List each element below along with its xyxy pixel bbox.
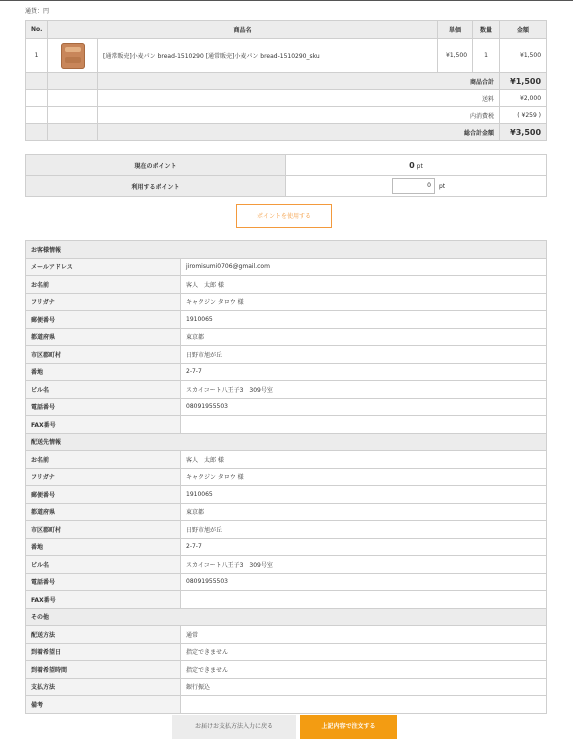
total-value: ¥3,500 xyxy=(500,124,547,141)
total-label: 総合計金額 xyxy=(98,124,500,141)
customer-field-value: スカイコート八王子3 309号室 xyxy=(181,381,547,399)
customer-row xyxy=(26,381,547,399)
col-price: 単価 xyxy=(438,21,473,39)
tax-label: 内消費税 xyxy=(98,107,500,124)
other-field-label: 支払方法 xyxy=(26,678,181,696)
customer-row xyxy=(26,398,547,416)
delivery-field-label: 市区郡町村 xyxy=(26,521,181,539)
other-field-value xyxy=(181,696,547,714)
other-field-value: 指定できません xyxy=(181,661,547,679)
delivery-field-label: FAX番号 xyxy=(26,591,181,609)
delivery-row xyxy=(26,503,547,521)
customer-row xyxy=(26,293,547,311)
current-points-unit: pt xyxy=(416,162,423,170)
item-name: [通常販売]小麦パン bread-1510290 [通常販売]小麦パン bread-1510290_sku xyxy=(98,39,438,73)
delivery-field-label: お名前 xyxy=(26,451,181,469)
bread-icon xyxy=(61,43,85,69)
customer-row xyxy=(26,258,547,276)
customer-row xyxy=(26,311,547,329)
other-section-row xyxy=(26,608,547,626)
order-info-table xyxy=(25,240,547,714)
customer-field-value: 2-7-7 xyxy=(181,363,547,381)
customer-field-value: 客人 太郎 様 xyxy=(181,276,547,294)
points-table xyxy=(25,154,547,197)
customer-field-value: jiromisumi0706@gmail.com xyxy=(181,258,547,276)
other-field-value: 通常 xyxy=(181,626,547,644)
customer-row xyxy=(26,276,547,294)
shipping-value: ¥2,000 xyxy=(500,90,547,107)
col-amount: 金額 xyxy=(500,21,547,39)
customer-field-value: 日野市旭が丘 xyxy=(181,346,547,364)
submit-order-button[interactable]: 上記内容で注文する xyxy=(300,715,397,739)
total-row xyxy=(26,124,547,141)
customer-field-value: キャクジン タロウ 様 xyxy=(181,293,547,311)
customer-row xyxy=(26,416,547,434)
use-points-input[interactable]: 0 xyxy=(392,178,435,194)
current-points-cell xyxy=(286,155,547,176)
item-amount: ¥1,500 xyxy=(500,39,547,73)
customer-field-value: 08091955503 xyxy=(181,398,547,416)
delivery-field-value: 日野市旭が丘 xyxy=(181,521,547,539)
customer-field-label: 市区郡町村 xyxy=(26,346,181,364)
order-header-row xyxy=(26,21,547,39)
customer-section-title: お客様情報 xyxy=(26,241,547,259)
other-row xyxy=(26,626,547,644)
customer-field-label: 郵便番号 xyxy=(26,311,181,329)
delivery-field-label: 都道府県 xyxy=(26,503,181,521)
col-no: No. xyxy=(26,21,48,39)
delivery-row xyxy=(26,521,547,539)
subtotal-value: ¥1,500 xyxy=(500,73,547,90)
delivery-row xyxy=(26,591,547,609)
col-name: 商品名 xyxy=(48,21,438,39)
delivery-field-label: 電話番号 xyxy=(26,573,181,591)
customer-field-label: フリガナ xyxy=(26,293,181,311)
other-row xyxy=(26,643,547,661)
currency-note: 通貨：円 xyxy=(25,8,50,15)
customer-field-label: お名前 xyxy=(26,276,181,294)
use-points-row xyxy=(26,176,547,197)
delivery-field-value: 1910065 xyxy=(181,486,547,504)
customer-section-row xyxy=(26,241,547,259)
delivery-field-value: スカイコート八王子3 309号室 xyxy=(181,556,547,574)
use-points-unit: pt xyxy=(439,182,446,190)
current-points-row xyxy=(26,155,547,176)
subtotal-label: 商品合計 xyxy=(98,73,500,90)
item-no: 1 xyxy=(26,39,48,73)
current-points-label: 現在のポイント xyxy=(26,155,286,176)
other-row xyxy=(26,661,547,679)
other-field-label: 備考 xyxy=(26,696,181,714)
subtotal-row xyxy=(26,73,547,90)
delivery-row xyxy=(26,486,547,504)
back-button[interactable]: お届けお支払方法入力に戻る xyxy=(172,715,296,739)
customer-field-label: 番地 xyxy=(26,363,181,381)
tax-row xyxy=(26,107,547,124)
delivery-row xyxy=(26,573,547,591)
delivery-row xyxy=(26,538,547,556)
item-qty: 1 xyxy=(473,39,500,73)
shipping-label: 送料 xyxy=(98,90,500,107)
tax-value: ( ¥259 ) xyxy=(500,107,547,124)
delivery-row xyxy=(26,556,547,574)
delivery-field-value: 08091955503 xyxy=(181,573,547,591)
delivery-field-label: ビル名 xyxy=(26,556,181,574)
delivery-row xyxy=(26,468,547,486)
delivery-field-value: 客人 太郎 様 xyxy=(181,451,547,469)
top-border xyxy=(0,0,573,1)
item-price: ¥1,500 xyxy=(438,39,473,73)
customer-field-label: 電話番号 xyxy=(26,398,181,416)
customer-row xyxy=(26,363,547,381)
shipping-row xyxy=(26,90,547,107)
order-item-row xyxy=(26,39,547,73)
delivery-row xyxy=(26,451,547,469)
delivery-section-row xyxy=(26,433,547,451)
delivery-field-label: フリガナ xyxy=(26,468,181,486)
customer-field-value xyxy=(181,416,547,434)
customer-field-value: 1910065 xyxy=(181,311,547,329)
delivery-field-label: 番地 xyxy=(26,538,181,556)
item-thumb-cell xyxy=(48,39,98,73)
other-field-label: 到着希望日 xyxy=(26,643,181,661)
customer-field-value: 東京都 xyxy=(181,328,547,346)
customer-field-label: メールアドレス xyxy=(26,258,181,276)
customer-field-label: ビル名 xyxy=(26,381,181,399)
customer-field-label: FAX番号 xyxy=(26,416,181,434)
delivery-field-value xyxy=(181,591,547,609)
use-points-button[interactable]: ポイントを使用する xyxy=(236,204,332,228)
other-row xyxy=(26,678,547,696)
customer-row xyxy=(26,346,547,364)
other-field-value: 指定できません xyxy=(181,643,547,661)
delivery-field-value: キャクジン タロウ 様 xyxy=(181,468,547,486)
current-points-value: 0 xyxy=(409,160,415,170)
delivery-section-title: 配送先情報 xyxy=(26,433,547,451)
order-table xyxy=(25,20,547,141)
use-points-label: 利用するポイント xyxy=(26,176,286,197)
other-field-label: 到着希望時間 xyxy=(26,661,181,679)
use-points-cell xyxy=(286,176,547,197)
other-section-title: その他 xyxy=(26,608,547,626)
customer-field-label: 都道府県 xyxy=(26,328,181,346)
other-row xyxy=(26,696,547,714)
delivery-field-value: 東京都 xyxy=(181,503,547,521)
other-field-value: 銀行振込 xyxy=(181,678,547,696)
delivery-field-label: 郵便番号 xyxy=(26,486,181,504)
delivery-field-value: 2-7-7 xyxy=(181,538,547,556)
col-qty: 数量 xyxy=(473,21,500,39)
customer-row xyxy=(26,328,547,346)
other-field-label: 配送方法 xyxy=(26,626,181,644)
